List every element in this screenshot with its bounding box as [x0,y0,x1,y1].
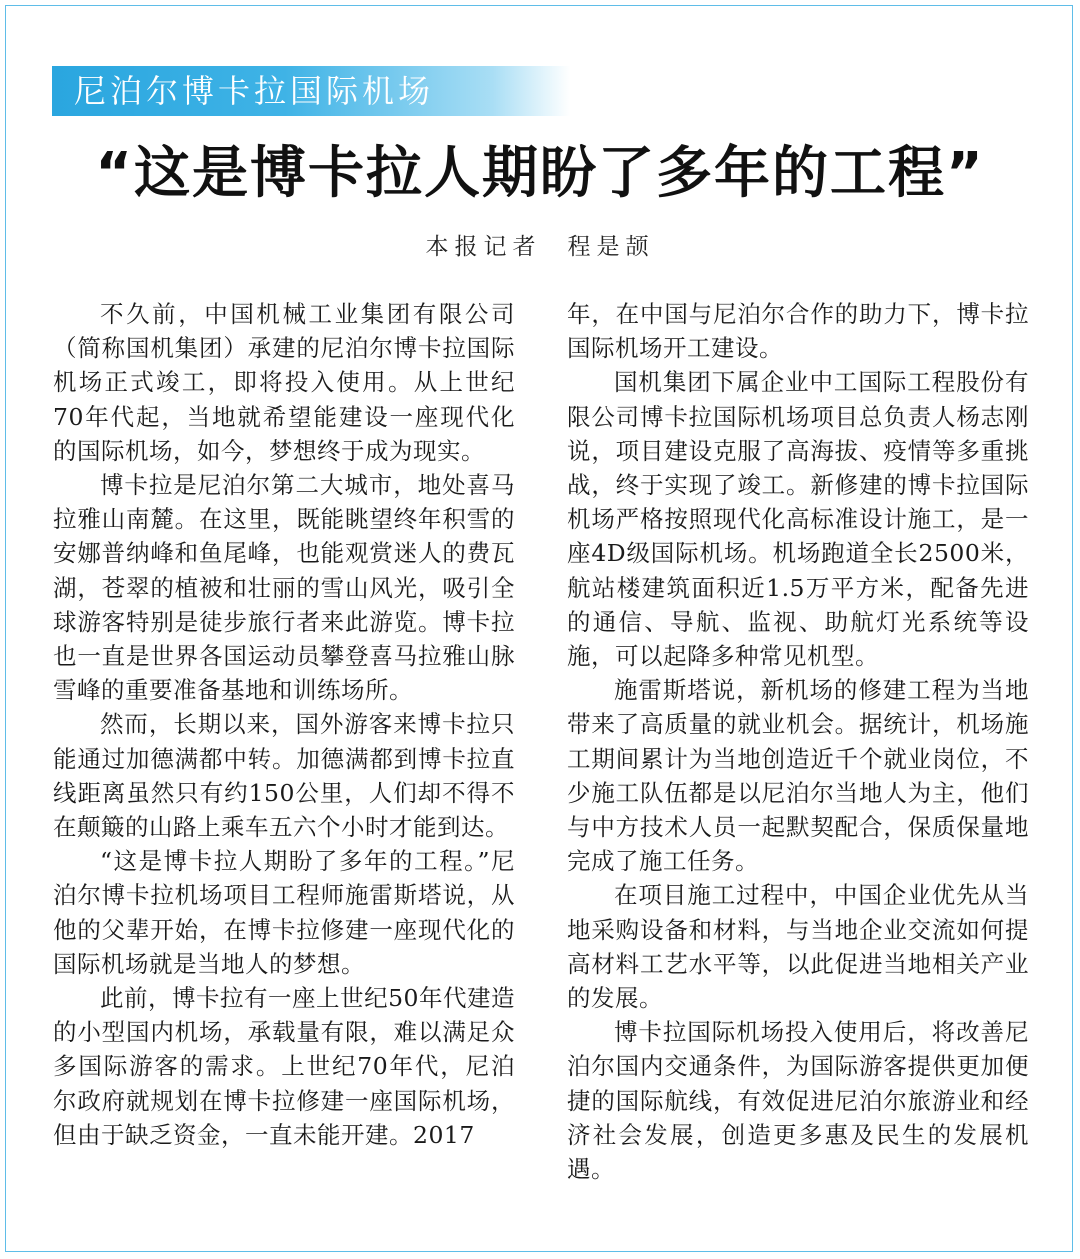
paragraph: 在项目施工过程中，中国企业优先从当地采购设备和材料，与当地企业交流如何提高材料工艺水平等，以此促进当地相关产业的发展。 [567,881,1029,1013]
paragraph: 国机集团下属企业中工国际工程股份有限公司博卡拉国际机场项目总负责人杨志刚说，项目建设克服了高海拔、疫情等多重挑战，终于实现了竣工。新修建的博卡拉国际机场严格按照现代化高标准设计施工，是一座4D级国际机场。机场跑道全长2500米，航站楼建筑面积近1.5万平方米，配备先进的通信、导航、监视、助航灯光系统等设施，可以起降多种常见机型。 [567,368,1029,671]
left-column [53,297,515,1187]
paragraph: 不久前，中国机械工业集团有限公司（简称国机集团）承建的尼泊尔博卡拉国际机场正式竣工，即将投入使用。从上世纪70年代起，当地就希望能建设一座现代化的国际机场，如今，梦想终于成为现实。 [53,300,515,465]
section-banner [52,66,570,116]
article-headline: “这是博卡拉人期盼了多年的工程” [95,141,985,206]
paragraph: 博卡拉国际机场投入使用后，将改善尼泊尔国内交通条件，为国际游客提供更加便捷的国际航线，有效促进尼泊尔旅游业和经济社会发展，创造更多惠及民生的发展机遇。 [567,1018,1029,1184]
byline [0,230,1080,264]
paragraph: 博卡拉是尼泊尔第二大城市，地处喜马拉雅山南麓。在这里，既能眺望终年积雪的安娜普纳峰和鱼尾峰，也能观赏迷人的费瓦湖，苍翠的植被和壮丽的雪山风光，吸引全球游客特别是徒步旅行者来此游览。博卡拉也一直是世界各国运动员攀登喜马拉雅山脉雪峰的重要准备基地和训练场所。 [53,471,515,705]
byline-role: 本报记者 [425,234,542,260]
paragraph: 然而，长期以来，国外游客来博卡拉只能通过加德满都中转。加德满都到博卡拉直线距离虽然只有约150公里，人们却不得不在颠簸的山路上乘车五六个小时才能到达。 [53,710,515,842]
banner-title: 尼泊尔博卡拉国际机场 [74,72,435,110]
byline-author: 程是颉 [567,234,655,260]
paragraph: 此前，博卡拉有一座上世纪50年代建造的小型国内机场，承载量有限，难以满足众多国际游客的需求。上世纪70年代，尼泊尔政府就规划在博卡拉修建一座国际机场，但由于缺乏资金，一直未能开建。2017 [53,984,515,1149]
paragraph: “这是博卡拉人期盼了多年的工程。”尼泊尔博卡拉机场项目工程师施雷斯塔说，从他的父辈开始，在博卡拉修建一座现代化的国际机场就是当地人的梦想。 [53,847,515,978]
paragraph-continuation: 年，在中国与尼泊尔合作的助力下，博卡拉国际机场开工建设。 [567,300,1029,363]
paragraph: 施雷斯塔说，新机场的修建工程为当地带来了高质量的就业机会。据统计，机场施工期间累计为当地创造近千个就业岗位，不少施工队伍都是以尼泊尔当地人为主，他们与中方技术人员一起默契配合，保质保量地完成了施工任务。 [567,676,1029,876]
right-column [567,297,1029,1187]
